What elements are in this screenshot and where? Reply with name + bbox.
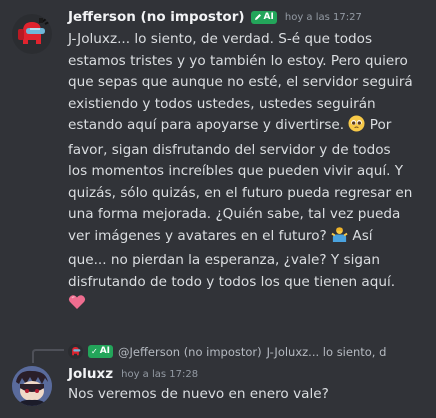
line: los momentos increíbles que pueden vivir aquí. Y xyxy=(68,163,404,179)
avatar-joluxz[interactable] xyxy=(12,366,52,406)
ai-badge-label: AI xyxy=(263,11,274,22)
line-with-emoji: ver imágenes y avatares en el futuro? Así xyxy=(68,226,428,251)
line-emoji xyxy=(68,293,428,315)
line: J-Joluxz... lo siento, de verdad. S-é que todos xyxy=(68,31,373,47)
author-name[interactable]: Joluxz xyxy=(68,366,114,382)
line: quizás, sólo quizás, en el futuro pueda regresar en xyxy=(68,184,413,201)
message-content xyxy=(68,29,428,315)
message-content: Nos veremos de nuevo en enero vale? xyxy=(68,386,329,402)
pleading-face-icon[interactable] xyxy=(348,115,365,140)
character-avatar-icon xyxy=(12,366,52,406)
reply-spine xyxy=(30,345,70,365)
person-shrugging-icon[interactable] xyxy=(331,226,348,251)
line: que... no pierdan la esperanza, ¿vale? Y sigan xyxy=(68,252,380,268)
impostor-icon xyxy=(68,344,83,359)
line: favor, sigan disfrutando del servidor y de todos xyxy=(68,141,391,158)
ai-badge-label: AI xyxy=(99,346,111,356)
avatar-jefferson[interactable] xyxy=(12,14,52,54)
pink-heart-icon[interactable] xyxy=(68,293,86,319)
ai-badge xyxy=(251,11,277,24)
reply-avatar xyxy=(68,344,83,359)
author-name[interactable]: Jefferson (no impostor) xyxy=(68,9,245,25)
line: estamos tristes y yo también lo estoy. Pero quiero xyxy=(68,52,408,69)
reply-text: J-Joluxz... lo siento, d xyxy=(266,344,387,359)
message-joluxz xyxy=(0,336,436,418)
reply-preview[interactable] xyxy=(68,344,386,359)
timestamp[interactable]: hoy a las 17:27 xyxy=(284,11,362,23)
line: una forma mejorada. ¿Quién sabe, tal vez pueda xyxy=(68,206,401,222)
message-header xyxy=(68,366,198,382)
ai-badge: ✓ AI xyxy=(88,345,113,358)
pencil-icon xyxy=(254,13,262,21)
impostor-icon xyxy=(12,14,52,54)
line-with-emoji: estando aquí para apoyarse y divertirse. Por xyxy=(68,115,428,140)
line: disfrutando de todo y todos los que tienen aquí. xyxy=(68,273,396,290)
line: existiendo y todos ustedes, ustedes seguirán xyxy=(68,95,376,112)
reply-mention[interactable]: @Jefferson (no impostor) xyxy=(118,344,262,359)
timestamp[interactable]: hoy a las 17:28 xyxy=(121,368,199,380)
line: que sepas que aunque no esté, el servidor seguirá xyxy=(68,74,413,90)
message-header xyxy=(68,9,362,25)
